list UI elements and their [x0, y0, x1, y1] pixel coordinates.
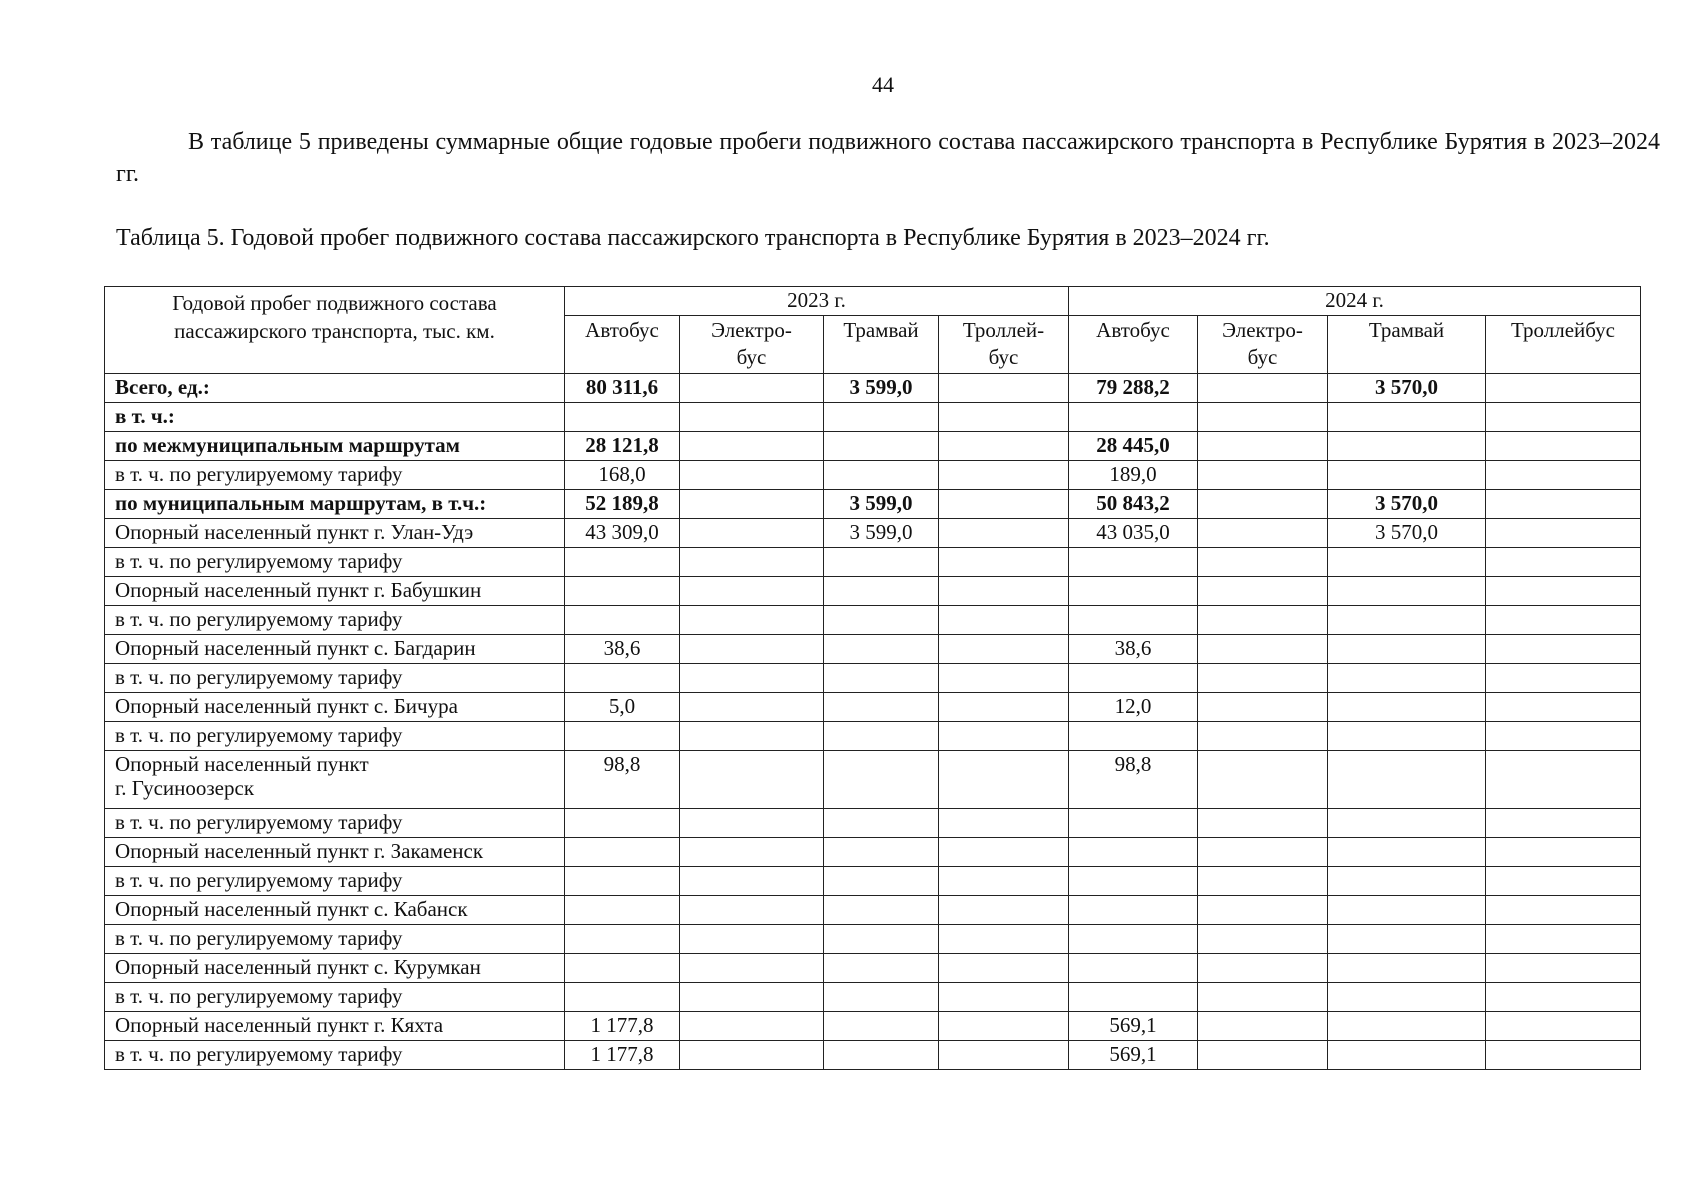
table-cell [1328, 461, 1486, 490]
table-cell [1486, 809, 1641, 838]
row-label: Опорный населенный пункт г. Кяхта [105, 1012, 565, 1041]
row-label: в т. ч. по регулируемому тарифу [105, 722, 565, 751]
table-cell [680, 896, 824, 925]
table-cell: 28 121,8 [565, 432, 680, 461]
table-cell [565, 577, 680, 606]
table-cell [1198, 751, 1328, 809]
table-row [105, 606, 1641, 635]
table-cell [939, 635, 1069, 664]
table-cell [824, 1012, 939, 1041]
table-cell [1328, 809, 1486, 838]
table-row [105, 548, 1641, 577]
type-header-tram-2023: Трамвай [824, 316, 939, 374]
table-cell [1069, 606, 1198, 635]
table-cell [1198, 490, 1328, 519]
table-cell [680, 693, 824, 722]
table-row [105, 635, 1641, 664]
table-cell [1486, 751, 1641, 809]
table-cell [680, 867, 824, 896]
table-cell [1198, 722, 1328, 751]
table-cell [939, 751, 1069, 809]
table-row [105, 925, 1641, 954]
table-cell [1328, 954, 1486, 983]
table-row [105, 693, 1641, 722]
table-cell [939, 1041, 1069, 1070]
table-cell [1328, 548, 1486, 577]
table-cell [1328, 1041, 1486, 1070]
table-cell [1328, 1012, 1486, 1041]
intro-paragraph: В таблице 5 приведены суммарные общие годовые пробеги подвижного состава пассажирского транспорта в Республике Бурятия в 2023–2024 гг. [116, 129, 1660, 187]
table-row [105, 1041, 1641, 1070]
table-cell [1198, 693, 1328, 722]
table-cell [680, 751, 824, 809]
table-cell: 50 843,2 [1069, 490, 1198, 519]
table-cell [1198, 664, 1328, 693]
table-cell [824, 983, 939, 1012]
table-cell: 28 445,0 [1069, 432, 1198, 461]
table-cell [939, 954, 1069, 983]
table-cell [939, 490, 1069, 519]
table-cell [1069, 838, 1198, 867]
table-cell [1486, 1041, 1641, 1070]
table-cell [939, 519, 1069, 548]
table-cell [1198, 867, 1328, 896]
table-cell [680, 635, 824, 664]
table-cell [680, 954, 824, 983]
table-row [105, 983, 1641, 1012]
table-cell [824, 954, 939, 983]
table-cell [1486, 374, 1641, 403]
table-cell [939, 577, 1069, 606]
table-cell [680, 403, 824, 432]
row-label: в т. ч. по регулируемому тарифу [105, 983, 565, 1012]
row-label: Опорный населенный пункт г. Гусиноозерск [105, 751, 565, 809]
table-row [105, 1012, 1641, 1041]
row-label: в т. ч. по регулируемому тарифу [105, 461, 565, 490]
table-cell [824, 635, 939, 664]
table-cell [1486, 432, 1641, 461]
table-cell [1328, 577, 1486, 606]
table-cell [1486, 461, 1641, 490]
table-cell: 3 599,0 [824, 374, 939, 403]
table-cell [824, 577, 939, 606]
table-cell [1069, 867, 1198, 896]
table-cell [1198, 838, 1328, 867]
table-cell [1486, 548, 1641, 577]
table-cell [824, 664, 939, 693]
table-cell [565, 925, 680, 954]
table-row [105, 403, 1641, 432]
table-cell [939, 838, 1069, 867]
table-cell [1198, 954, 1328, 983]
table-cell [1486, 925, 1641, 954]
table-cell: 98,8 [1069, 751, 1198, 809]
table-cell [939, 896, 1069, 925]
table-cell [824, 867, 939, 896]
table-cell [680, 983, 824, 1012]
table-cell [1328, 693, 1486, 722]
table-cell [1486, 577, 1641, 606]
table-cell [1069, 722, 1198, 751]
year-header-2024: 2024 г. [1069, 287, 1641, 316]
table-cell [680, 722, 824, 751]
table-cell [824, 461, 939, 490]
table-cell: 5,0 [565, 693, 680, 722]
table-cell [939, 432, 1069, 461]
table-cell [565, 896, 680, 925]
table-row [105, 867, 1641, 896]
table-cell [1198, 403, 1328, 432]
row-label: в т. ч. по регулируемому тарифу [105, 606, 565, 635]
table-cell [824, 432, 939, 461]
table-cell [1198, 635, 1328, 664]
table-cell [939, 867, 1069, 896]
table-cell [680, 664, 824, 693]
table-cell [1198, 809, 1328, 838]
table-cell [1328, 925, 1486, 954]
table-cell: 3 570,0 [1328, 374, 1486, 403]
table-header [105, 287, 1641, 374]
table-cell [1486, 403, 1641, 432]
table-cell [565, 548, 680, 577]
table-cell: 43 309,0 [565, 519, 680, 548]
table-cell [1069, 664, 1198, 693]
table-cell [565, 983, 680, 1012]
table-cell [1198, 548, 1328, 577]
table-cell [680, 809, 824, 838]
table-cell [824, 606, 939, 635]
table-cell [565, 867, 680, 896]
row-label: Опорный населенный пункт г. Бабушкин [105, 577, 565, 606]
table-cell [565, 606, 680, 635]
table-cell [1198, 432, 1328, 461]
table-cell [680, 577, 824, 606]
table-cell [1486, 954, 1641, 983]
table-cell: 80 311,6 [565, 374, 680, 403]
table-cell [939, 606, 1069, 635]
table-row [105, 838, 1641, 867]
table-cell [1486, 490, 1641, 519]
table-cell [565, 403, 680, 432]
row-label: по муниципальным маршрутам, в т.ч.: [105, 490, 565, 519]
table-cell [824, 548, 939, 577]
table-cell [824, 838, 939, 867]
table-cell [1328, 606, 1486, 635]
table-cell [565, 664, 680, 693]
table-cell [1328, 432, 1486, 461]
table-row [105, 751, 1641, 809]
table-cell [1069, 809, 1198, 838]
table-cell [680, 838, 824, 867]
table-row [105, 577, 1641, 606]
row-label: в т. ч. по регулируемому тарифу [105, 809, 565, 838]
type-header-ebus-2024: Электро- бус [1198, 316, 1328, 374]
table-cell [1069, 925, 1198, 954]
table-cell: 569,1 [1069, 1041, 1198, 1070]
table-cell [939, 809, 1069, 838]
table-cell [1198, 925, 1328, 954]
row-label: в т. ч. по регулируемому тарифу [105, 664, 565, 693]
row-label: Опорный населенный пункт с. Курумкан [105, 954, 565, 983]
table-cell [939, 722, 1069, 751]
table-caption: Таблица 5. Годовой пробег подвижного состава пассажирского транспорта в Республике Бурятия в 2023–2024 гг. [116, 225, 1270, 251]
table-cell: 52 189,8 [565, 490, 680, 519]
table-cell [1198, 374, 1328, 403]
table-cell [680, 461, 824, 490]
table-row [105, 664, 1641, 693]
table-cell [1486, 606, 1641, 635]
table-cell: 43 035,0 [1069, 519, 1198, 548]
table-cell [680, 606, 824, 635]
type-header-trolley-2023: Троллей- бус [939, 316, 1069, 374]
table-cell [1198, 519, 1328, 548]
table-row [105, 896, 1641, 925]
table-cell [939, 693, 1069, 722]
table-cell [1486, 519, 1641, 548]
row-label: в т. ч. по регулируемому тарифу [105, 1041, 565, 1070]
table-cell [1486, 635, 1641, 664]
table-cell [824, 722, 939, 751]
table-cell [1486, 1012, 1641, 1041]
table-cell [1069, 983, 1198, 1012]
table-cell [1328, 664, 1486, 693]
row-label: в т. ч. по регулируемому тарифу [105, 548, 565, 577]
table-row [105, 490, 1641, 519]
table-cell [1198, 461, 1328, 490]
table-cell [1486, 867, 1641, 896]
table-cell [824, 403, 939, 432]
row-label: в т. ч. по регулируемому тарифу [105, 925, 565, 954]
table-cell [565, 954, 680, 983]
table-cell [565, 722, 680, 751]
table-cell: 168,0 [565, 461, 680, 490]
table-cell: 569,1 [1069, 1012, 1198, 1041]
table-cell [824, 751, 939, 809]
table-cell [1328, 403, 1486, 432]
table-cell [939, 374, 1069, 403]
table-row [105, 809, 1641, 838]
type-header-bus-2024: Автобус [1069, 316, 1198, 374]
corner-header: Годовой пробег подвижного состава пассажирского транспорта, тыс. км. [105, 287, 565, 374]
table-cell: 3 599,0 [824, 490, 939, 519]
table-cell [1069, 896, 1198, 925]
table-cell [939, 983, 1069, 1012]
table-cell [1198, 1041, 1328, 1070]
row-label: Опорный населенный пункт с. Бичура [105, 693, 565, 722]
type-header-trolley-2024: Троллейбус [1486, 316, 1641, 374]
table-cell: 1 177,8 [565, 1041, 680, 1070]
table-cell: 98,8 [565, 751, 680, 809]
table-cell [1486, 896, 1641, 925]
table-cell [824, 925, 939, 954]
type-header-tram-2024: Трамвай [1328, 316, 1486, 374]
table-cell: 3 570,0 [1328, 490, 1486, 519]
table-cell [824, 809, 939, 838]
table-cell [1486, 664, 1641, 693]
table-cell [939, 925, 1069, 954]
table-cell [1328, 867, 1486, 896]
table-cell [680, 548, 824, 577]
table-cell: 12,0 [1069, 693, 1198, 722]
table-cell: 3 599,0 [824, 519, 939, 548]
table-cell [824, 1041, 939, 1070]
table-cell [1328, 838, 1486, 867]
table-row [105, 519, 1641, 548]
mileage-table [104, 286, 1641, 1070]
table-row [105, 722, 1641, 751]
table-cell [1198, 577, 1328, 606]
table-cell [1198, 896, 1328, 925]
table-cell [939, 664, 1069, 693]
row-label: по межмуниципальным маршрутам [105, 432, 565, 461]
table-cell: 38,6 [565, 635, 680, 664]
table-cell [680, 432, 824, 461]
table-row [105, 954, 1641, 983]
table-cell [680, 925, 824, 954]
table-cell: 3 570,0 [1328, 519, 1486, 548]
table-cell: 189,0 [1069, 461, 1198, 490]
table-cell [1328, 722, 1486, 751]
table-cell [680, 490, 824, 519]
row-label: Всего, ед.: [105, 374, 565, 403]
table-cell [1328, 983, 1486, 1012]
table-cell [1486, 838, 1641, 867]
table-cell [1328, 751, 1486, 809]
table-cell [939, 403, 1069, 432]
table-cell [1328, 896, 1486, 925]
table-cell [1198, 1012, 1328, 1041]
table-cell [565, 809, 680, 838]
table-cell [680, 374, 824, 403]
table-cell [1069, 577, 1198, 606]
table-cell [1069, 954, 1198, 983]
table-cell [565, 838, 680, 867]
table-cell [824, 693, 939, 722]
page-number: 44 [872, 72, 894, 97]
row-label: в т. ч.: [105, 403, 565, 432]
table-cell [1198, 606, 1328, 635]
table-cell [824, 896, 939, 925]
type-header-bus-2023: Автобус [565, 316, 680, 374]
table-cell [1486, 983, 1641, 1012]
row-label: Опорный населенный пункт г. Закаменск [105, 838, 565, 867]
table-cell [1069, 548, 1198, 577]
table-cell [680, 519, 824, 548]
table-cell [939, 548, 1069, 577]
table-cell [1486, 693, 1641, 722]
table-body [105, 374, 1641, 1070]
type-header-ebus-2023: Электро- бус [680, 316, 824, 374]
table-cell [1069, 403, 1198, 432]
table-cell: 38,6 [1069, 635, 1198, 664]
row-label: Опорный населенный пункт с. Кабанск [105, 896, 565, 925]
table-cell [1198, 983, 1328, 1012]
table-row [105, 374, 1641, 403]
table-cell [1486, 722, 1641, 751]
table-row [105, 461, 1641, 490]
table-cell: 79 288,2 [1069, 374, 1198, 403]
table-cell [939, 1012, 1069, 1041]
table-cell: 1 177,8 [565, 1012, 680, 1041]
table-row [105, 432, 1641, 461]
year-header-2023: 2023 г. [565, 287, 1069, 316]
table-cell [680, 1041, 824, 1070]
row-label: в т. ч. по регулируемому тарифу [105, 867, 565, 896]
table-cell [1328, 635, 1486, 664]
row-label: Опорный населенный пункт г. Улан-Удэ [105, 519, 565, 548]
table-cell [939, 461, 1069, 490]
table-cell [680, 1012, 824, 1041]
row-label: Опорный населенный пункт с. Багдарин [105, 635, 565, 664]
